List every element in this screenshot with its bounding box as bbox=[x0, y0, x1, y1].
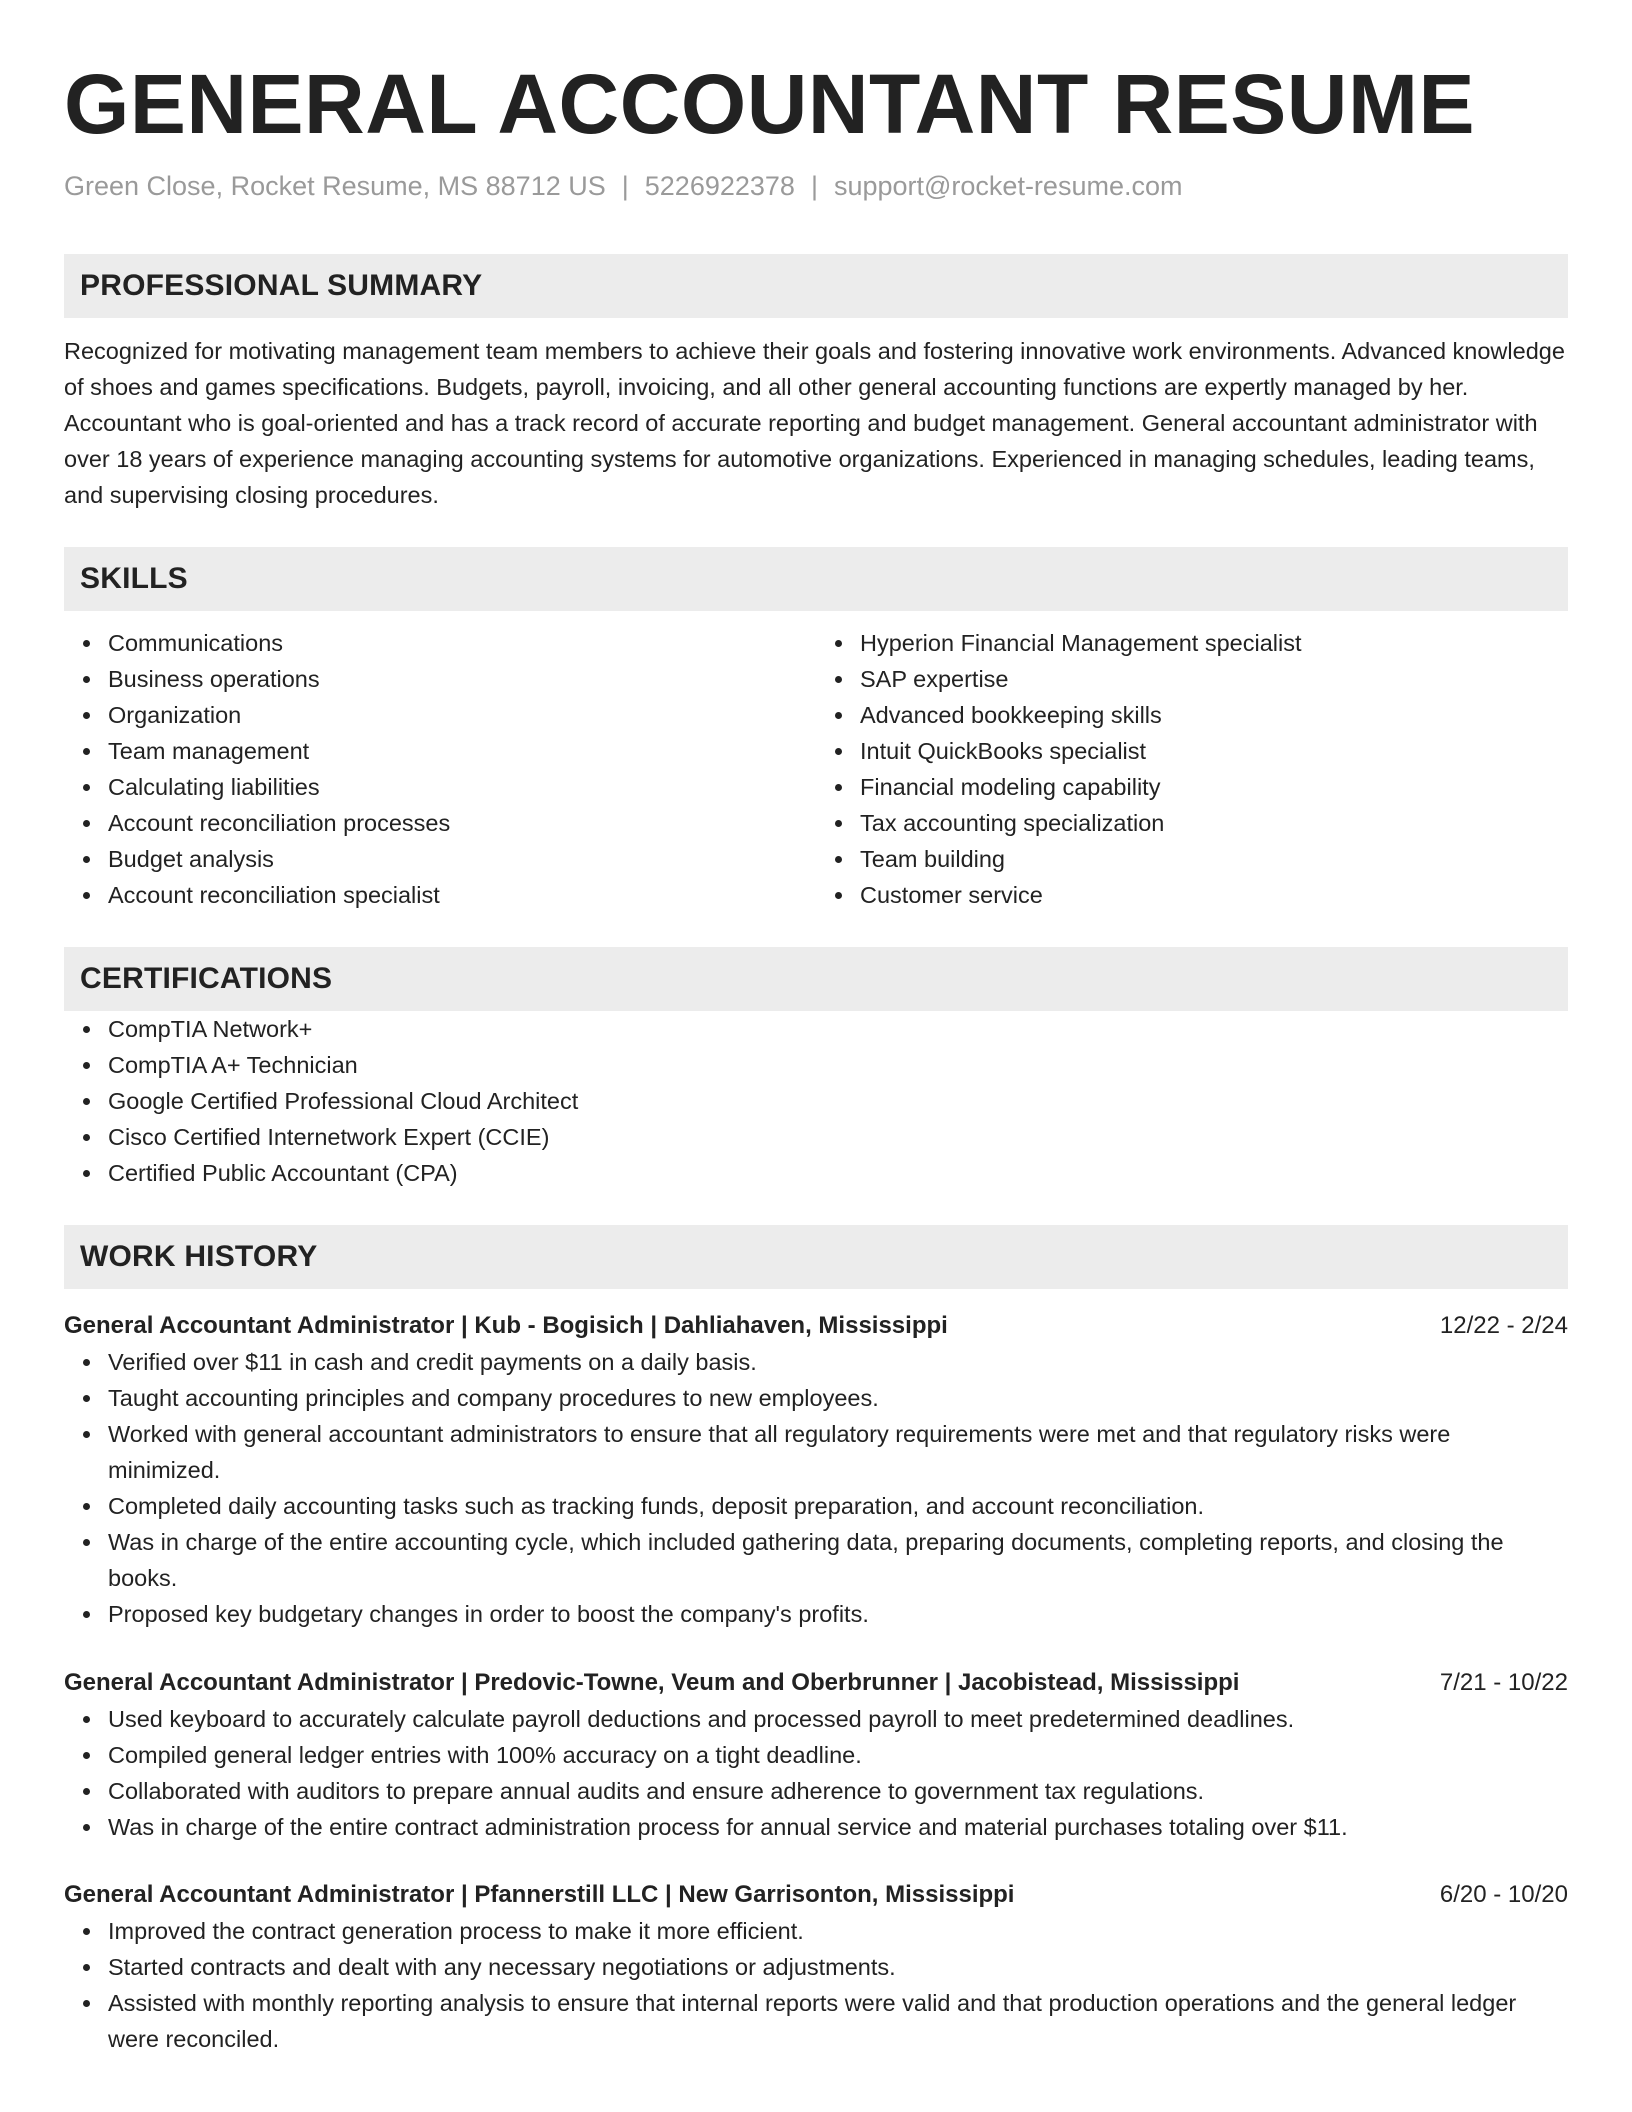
list-item: Customer service bbox=[860, 877, 1568, 913]
list-item: CompTIA A+ Technician bbox=[108, 1047, 1568, 1083]
list-item: Account reconciliation specialist bbox=[108, 877, 816, 913]
list-item: Verified over $11 in cash and credit payments on a daily basis. bbox=[108, 1344, 1568, 1380]
contact-address: Green Close, Rocket Resume, MS 88712 US bbox=[64, 171, 606, 201]
list-item: SAP expertise bbox=[860, 661, 1568, 697]
certifications-list bbox=[64, 1011, 1568, 1191]
list-item: Team management bbox=[108, 733, 816, 769]
list-item: Collaborated with auditors to prepare annual audits and ensure adherence to government tax regulations. bbox=[108, 1773, 1568, 1809]
list-item: Communications bbox=[108, 625, 816, 661]
list-item: Cisco Certified Internetwork Expert (CCIE) bbox=[108, 1119, 1568, 1155]
list-item: Started contracts and dealt with any necessary negotiations or adjustments. bbox=[108, 1949, 1568, 1985]
skills-list-left bbox=[64, 625, 816, 913]
job-bullets bbox=[64, 1913, 1568, 2057]
list-item: Account reconciliation processes bbox=[108, 805, 816, 841]
section-heading-work-history: WORK HISTORY bbox=[64, 1225, 1568, 1289]
list-item: Financial modeling capability bbox=[860, 769, 1568, 805]
list-item: Was in charge of the entire contract administration process for annual service and material purchases totaling over $11. bbox=[108, 1809, 1568, 1845]
list-item: CompTIA Network+ bbox=[108, 1011, 1568, 1047]
skills-columns bbox=[64, 625, 1568, 913]
section-heading-summary: PROFESSIONAL SUMMARY bbox=[64, 254, 1568, 318]
list-item: Intuit QuickBooks specialist bbox=[860, 733, 1568, 769]
list-item: Advanced bookkeeping skills bbox=[860, 697, 1568, 733]
list-item: Certified Public Accountant (CPA) bbox=[108, 1155, 1568, 1191]
job-title: General Accountant Administrator | Kub - Bogisich | Dahliahaven, Mississippi bbox=[64, 1312, 948, 1339]
contact-separator: | bbox=[810, 171, 818, 201]
job-bullets bbox=[64, 1701, 1568, 1845]
list-item: Budget analysis bbox=[108, 841, 816, 877]
list-item: Tax accounting specialization bbox=[860, 805, 1568, 841]
list-item: Taught accounting principles and company procedures to new employees. bbox=[108, 1380, 1568, 1416]
section-heading-skills: SKILLS bbox=[64, 547, 1568, 611]
job-title: General Accountant Administrator | Predovic-Towne, Veum and Oberbrunner | Jacobistead, Mississippi bbox=[64, 1669, 1240, 1696]
list-item: Proposed key budgetary changes in order to boost the company's profits. bbox=[108, 1596, 1568, 1632]
list-item: Worked with general accountant administrators to ensure that all regulatory requirements were met and that regulatory risks were minimized. bbox=[108, 1416, 1568, 1488]
list-item: Team building bbox=[860, 841, 1568, 877]
job-dates: 12/22 - 2/24 bbox=[1439, 1312, 1568, 1339]
summary-text: Recognized for motivating management team members to achieve their goals and fostering innovative work environments. Advanced knowledge of shoes and games specifications. Budgets, payroll, invoicing, and all other general accounting functions are expertly managed by her. Accountant who is goal-oriented and has a track record of accurate reporting and budget management. General accountant administrator with over 18 years of experience managing accounting systems for automotive organizations. Experienced in managing schedules, leading teams, and supervising closing procedures. bbox=[64, 338, 1565, 508]
list-item: Assisted with monthly reporting analysis to ensure that internal reports were valid and that production operations and the general ledger were reconciled. bbox=[108, 1985, 1568, 2057]
job-header bbox=[64, 1665, 1568, 1701]
list-item: Completed daily accounting tasks such as tracking funds, deposit preparation, and account reconciliation. bbox=[108, 1488, 1568, 1524]
list-item: Business operations bbox=[108, 661, 816, 697]
job-header bbox=[64, 1877, 1568, 1913]
list-item: Used keyboard to accurately calculate payroll deductions and processed payroll to meet predetermined deadlines. bbox=[108, 1701, 1568, 1737]
list-item: Was in charge of the entire accounting cycle, which included gathering data, preparing documents, completing reports, and closing the books. bbox=[108, 1524, 1568, 1596]
contact-separator: | bbox=[621, 171, 629, 201]
list-item: Calculating liabilities bbox=[108, 769, 816, 805]
list-item: Compiled general ledger entries with 100% accuracy on a tight deadline. bbox=[108, 1737, 1568, 1773]
list-item: Improved the contract generation process to make it more efficient. bbox=[108, 1913, 1568, 1949]
contact-phone: 5226922378 bbox=[644, 171, 795, 201]
contact-line bbox=[64, 168, 1568, 204]
list-item: Hyperion Financial Management specialist bbox=[860, 625, 1568, 661]
job-bullets bbox=[64, 1344, 1568, 1632]
job-header bbox=[64, 1308, 1568, 1344]
contact-email: support@rocket-resume.com bbox=[833, 171, 1183, 201]
section-heading-certifications: CERTIFICATIONS bbox=[64, 947, 1568, 1011]
job-title: General Accountant Administrator | Pfannerstill LLC | New Garrisonton, Mississippi bbox=[64, 1881, 1015, 1908]
resume-title: GENERAL ACCOUNTANT RESUME bbox=[64, 57, 1475, 151]
list-item: Google Certified Professional Cloud Architect bbox=[108, 1083, 1568, 1119]
list-item: Organization bbox=[108, 697, 816, 733]
skills-list-right bbox=[816, 625, 1568, 913]
job-dates: 7/21 - 10/22 bbox=[1439, 1669, 1568, 1696]
job-dates: 6/20 - 10/20 bbox=[1439, 1881, 1568, 1908]
